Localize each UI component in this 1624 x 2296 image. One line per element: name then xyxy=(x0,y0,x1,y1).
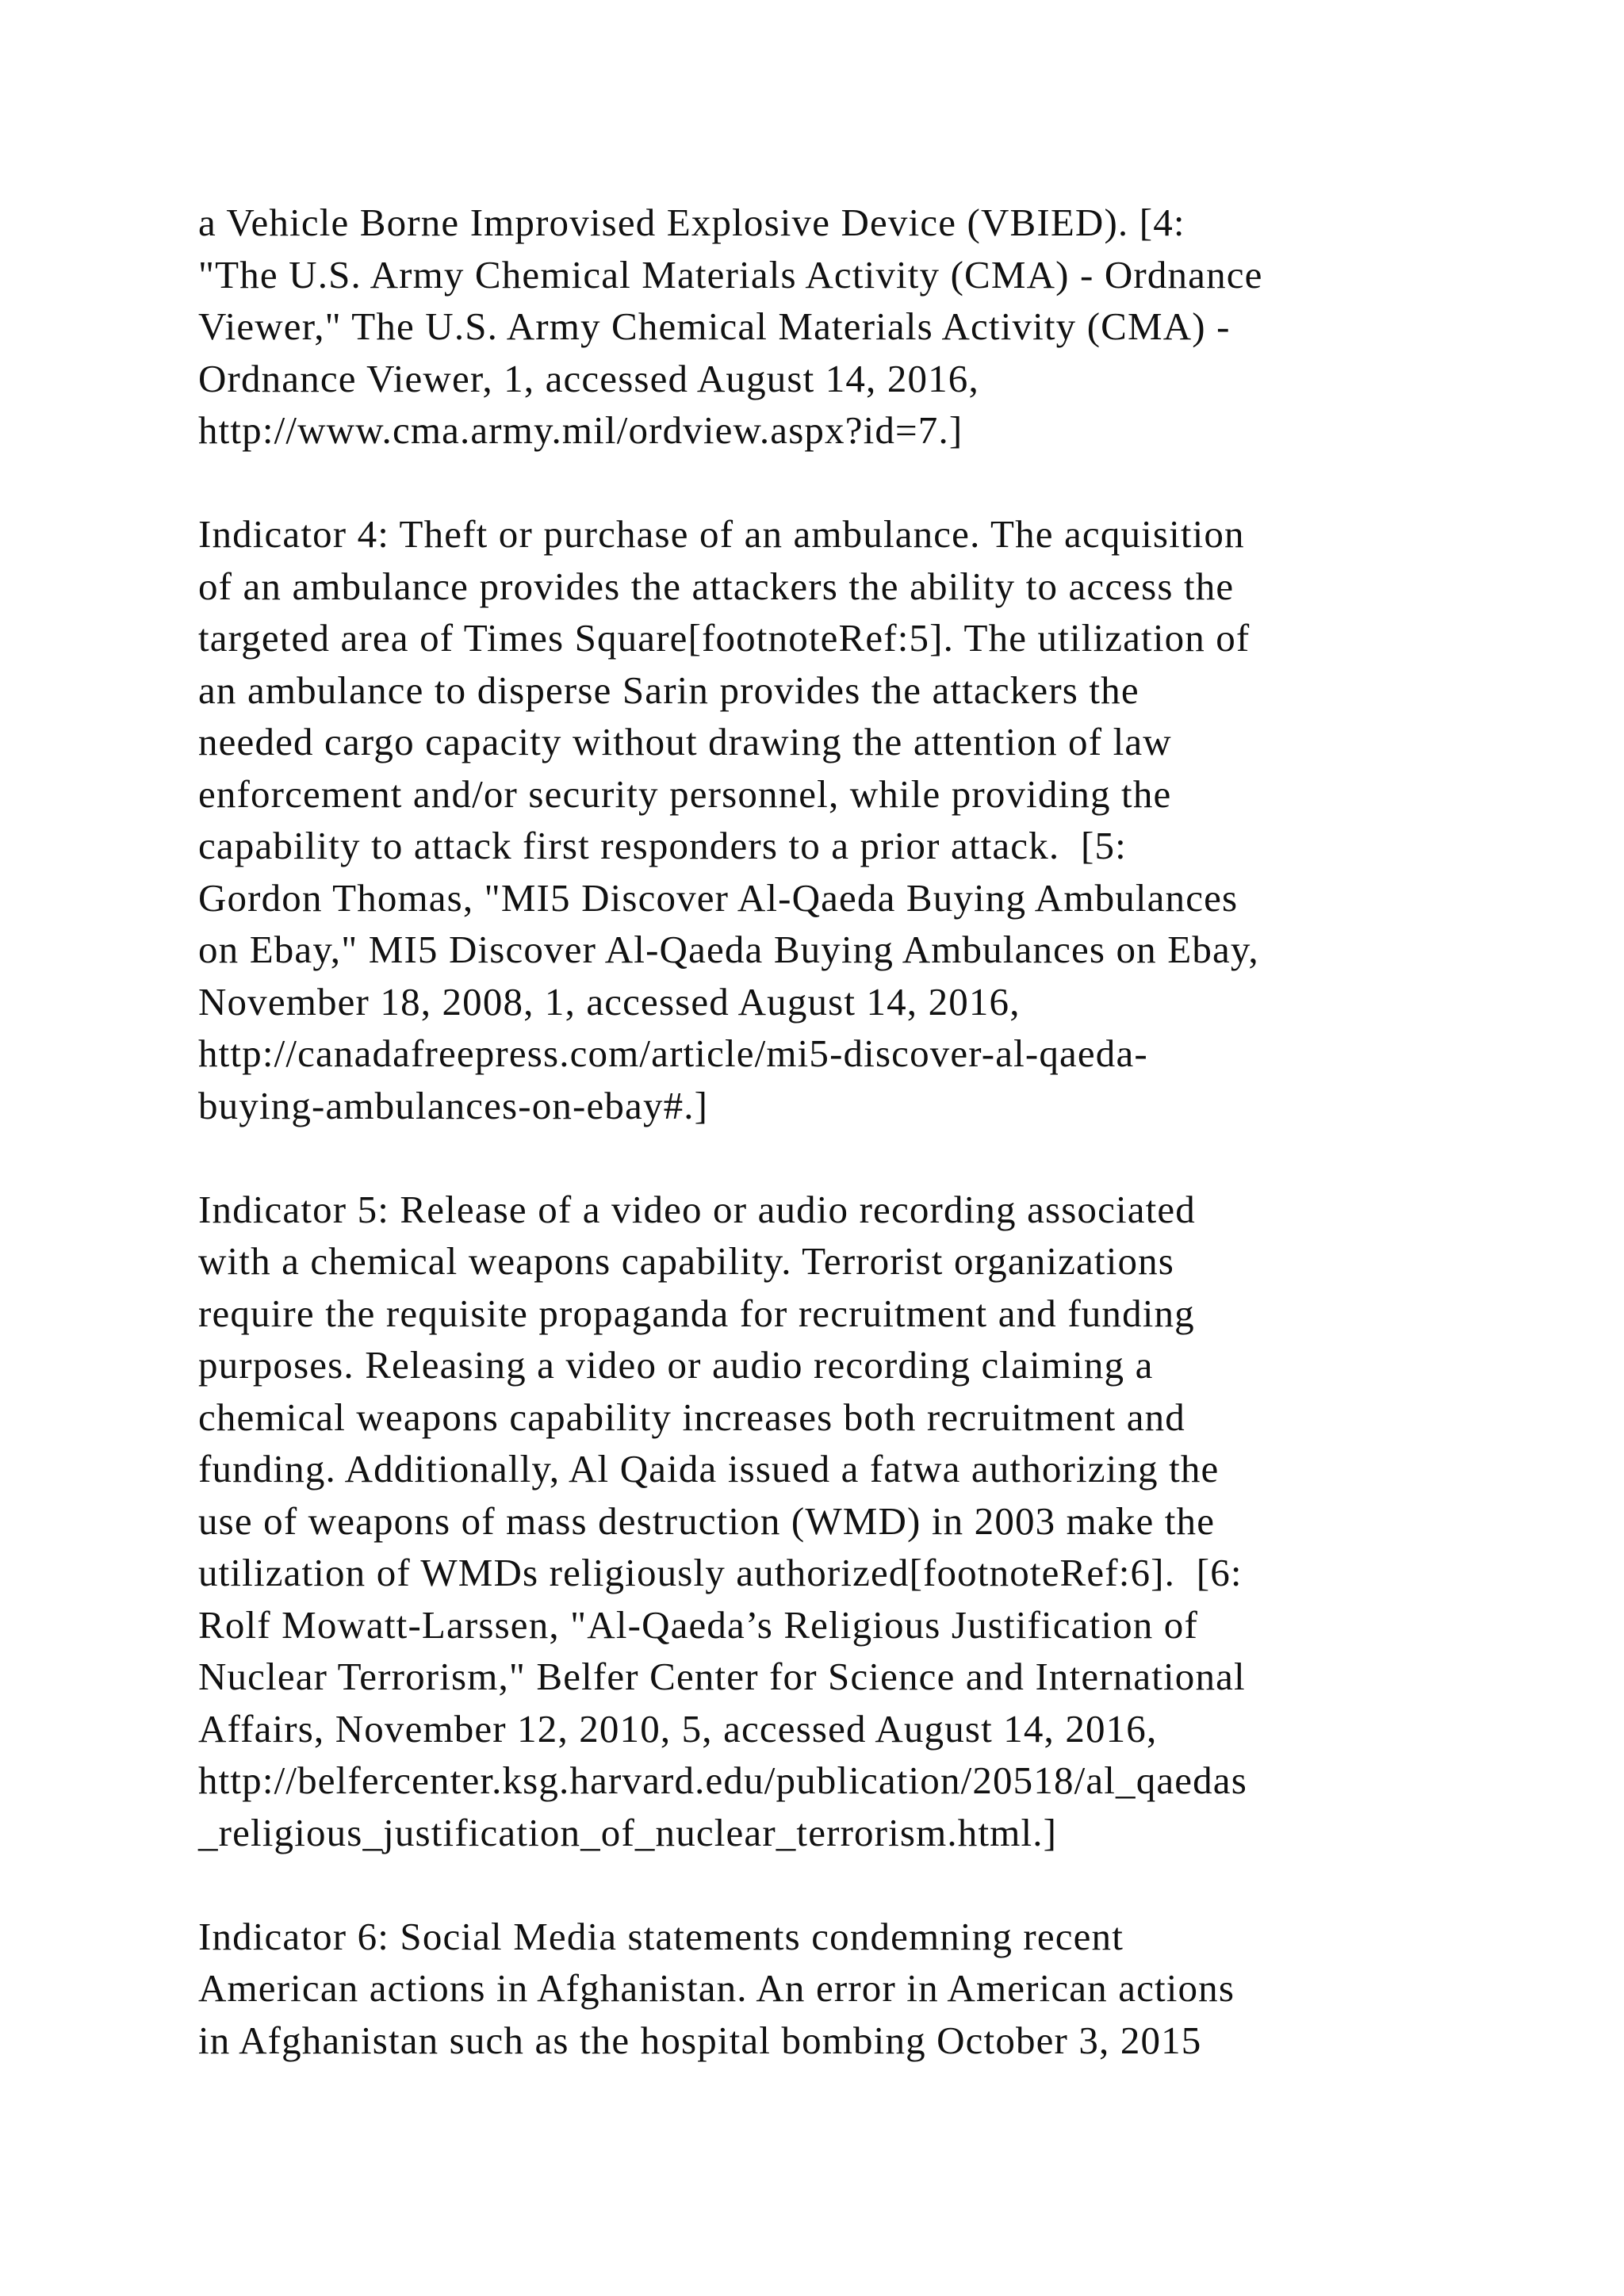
paragraph-footnote-4-continuation xyxy=(198,197,1467,457)
paragraph-indicator-6 xyxy=(198,1911,1467,2067)
text-line: require the requisite propaganda for recruitment and funding xyxy=(198,1291,1195,1335)
text-line: American actions in Afghanistan. An error in American actions xyxy=(198,1966,1235,2010)
text-line: Rolf Mowatt-Larssen, "Al-Qaeda’s Religious Justification of xyxy=(198,1602,1198,1647)
text-line: targeted area of Times Square[footnoteRef:5]. The utilization of xyxy=(198,616,1251,660)
text-line: in Afghanistan such as the hospital bombing October 3, 2015 xyxy=(198,2018,1202,2062)
text-line: Ordnance Viewer, 1, accessed August 14, 2016, xyxy=(198,356,979,400)
document-body xyxy=(198,197,1467,2118)
text-line: use of weapons of mass destruction (WMD) in 2003 make the xyxy=(198,1498,1216,1543)
text-line: on Ebay," MI5 Discover Al-Qaeda Buying Ambulances on Ebay, xyxy=(198,928,1259,971)
text-line: utilization of WMDs religiously authorized[footnoteRef:6]. [6: xyxy=(198,1551,1243,1594)
text-line: Affairs, November 12, 2010, 5, accessed August 14, 2016, xyxy=(198,1706,1158,1751)
text-line: http://belfercenter.ksg.harvard.edu/publication/20518/al_qaedas xyxy=(198,1758,1247,1802)
text-line: November 18, 2008, 1, accessed August 14, 2016, xyxy=(198,979,1021,1024)
text-line: Indicator 6: Social Media statements condemning recent xyxy=(198,1914,1124,1958)
text-line: http://canadafreepress.com/article/mi5-discover-al-qaeda- xyxy=(198,1031,1148,1075)
text-line: Gordon Thomas, "MI5 Discover Al-Qaeda Buying Ambulances xyxy=(198,875,1239,920)
text-line: http://www.cma.army.mil/ordview.aspx?id=7.] xyxy=(198,408,963,452)
text-line: capability to attack first responders to a prior attack. [5: xyxy=(198,824,1127,867)
text-line: Viewer," The U.S. Army Chemical Materials Activity (CMA) - xyxy=(198,304,1231,348)
paragraph-indicator-5 xyxy=(198,1184,1467,1859)
text-line: buying-ambulances-on-ebay#.] xyxy=(198,1083,709,1127)
text-line: enforcement and/or security personnel, while providing the xyxy=(198,771,1172,816)
text-line: Nuclear Terrorism," Belfer Center for Science and International xyxy=(198,1655,1246,1698)
text-line: of an ambulance provides the attackers the ability to access the xyxy=(198,564,1235,608)
text-line: "The U.S. Army Chemical Materials Activity (CMA) - Ordnance xyxy=(198,252,1263,297)
text-line: an ambulance to disperse Sarin provides the attackers the xyxy=(198,668,1139,712)
text-line: a Vehicle Borne Improvised Explosive Device (VBIED). [4: xyxy=(198,201,1185,244)
text-line: Indicator 5: Release of a video or audio recording associated xyxy=(198,1187,1196,1231)
text-line: needed cargo capacity without drawing the attention of law xyxy=(198,720,1172,763)
text-line: Indicator 4: Theft or purchase of an ambulance. The acquisition xyxy=(198,512,1245,556)
text-line: chemical weapons capability increases both recruitment and xyxy=(198,1395,1185,1439)
text-line: with a chemical weapons capability. Terrorist organizations xyxy=(198,1239,1174,1283)
paragraph-indicator-4 xyxy=(198,508,1467,1131)
text-line: funding. Additionally, Al Qaida issued a fatwa authorizing the xyxy=(198,1447,1220,1490)
text-line: purposes. Releasing a video or audio recording claiming a xyxy=(198,1343,1154,1387)
text-line: _religious_justification_of_nuclear_terrorism.html.] xyxy=(198,1810,1058,1854)
